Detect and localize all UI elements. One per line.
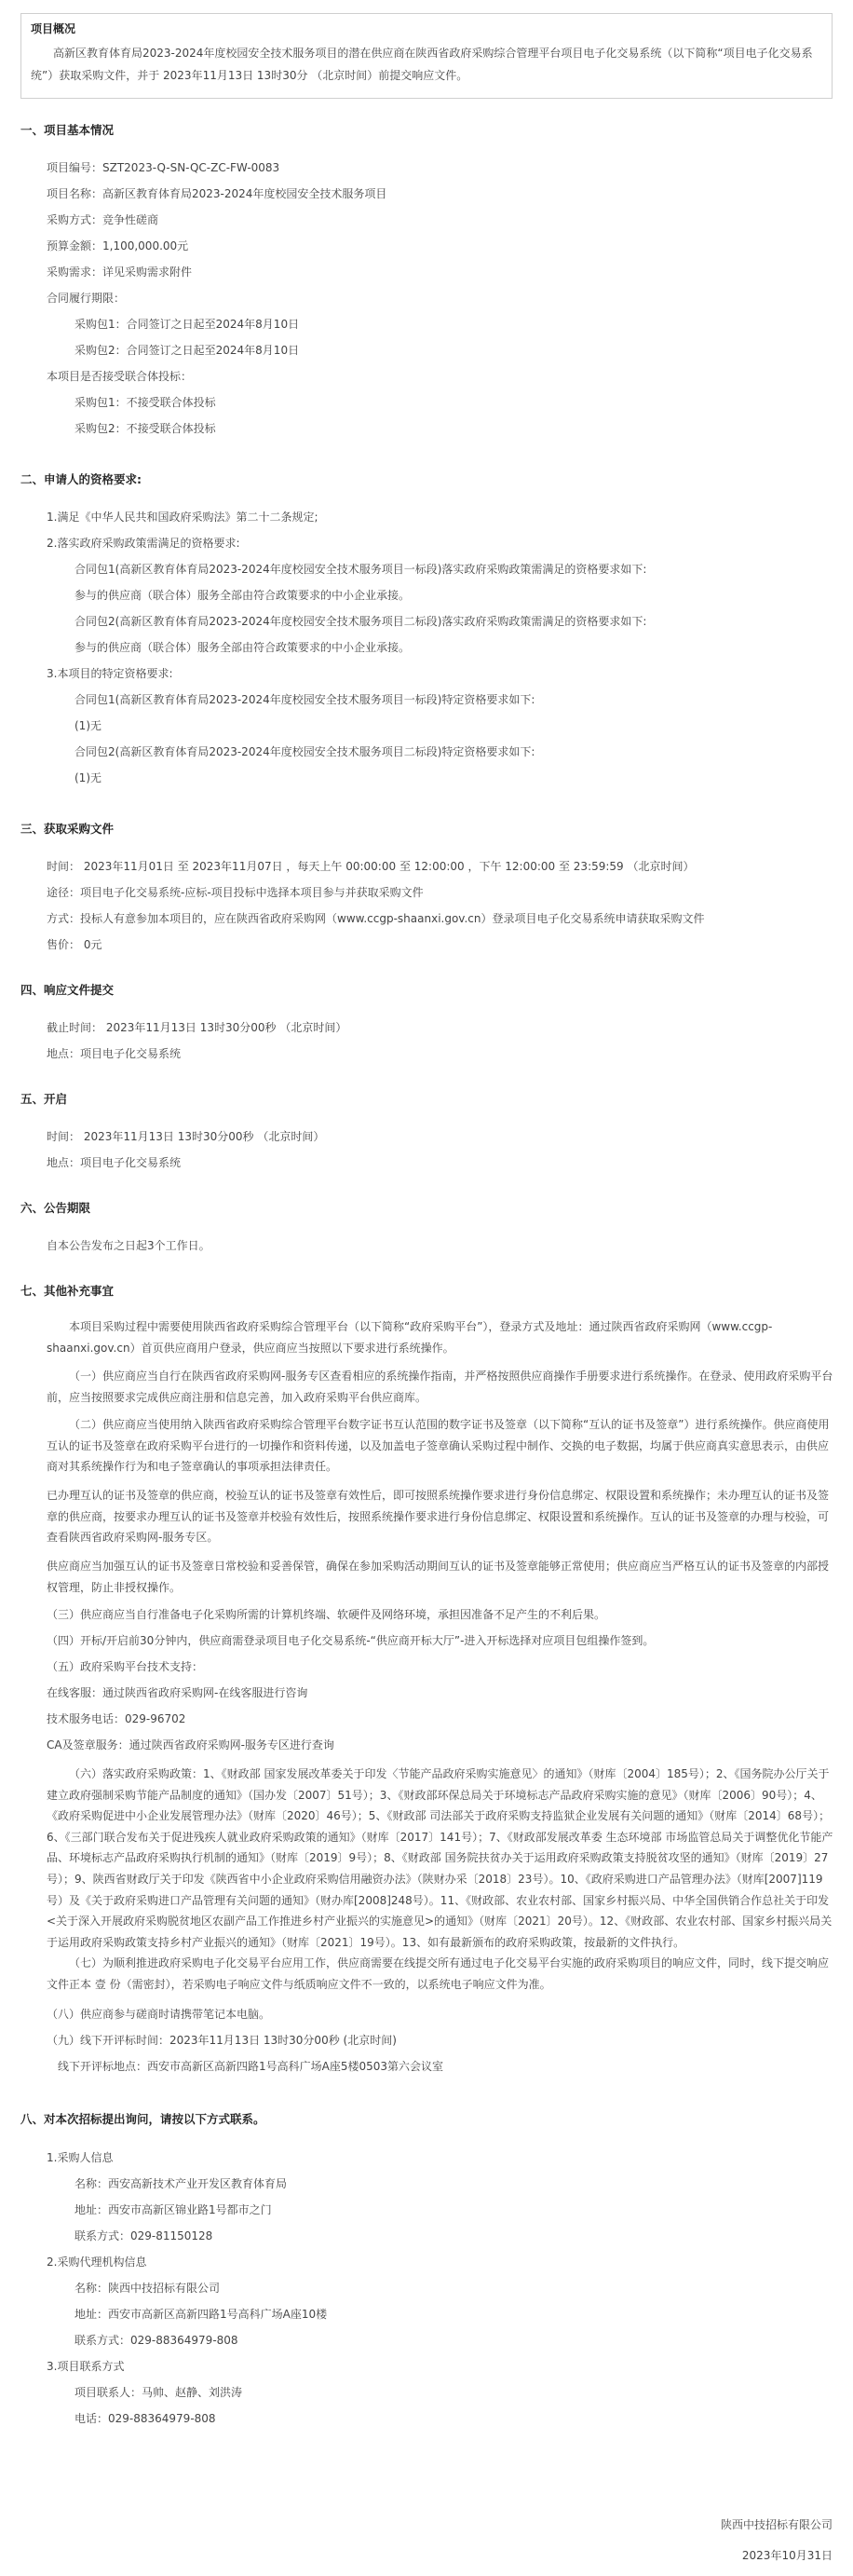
document-method: 方式：投标人有意参加本项目的，应在陕西省政府采购网（www.ccgp-shaanxi.gov.cn）登录项目电子化交易系统申请获取采购文件 bbox=[47, 912, 705, 925]
requirement-3: 3.本项目的特定资格要求: bbox=[47, 667, 173, 680]
tech-support-phone: 技术服务电话：029-96702 bbox=[47, 1712, 186, 1725]
requirement-2: 2.落实政府采购政策需满足的资格要求: bbox=[47, 537, 240, 550]
requirement-1: 1.满足《中华人民共和国政府采购法》第二十二条规定; bbox=[47, 511, 318, 524]
notice-period: 自本公告发布之日起3个工作日。 bbox=[47, 1239, 210, 1252]
package-2-consortium: 采购包2：不接受联合体投标 bbox=[74, 422, 216, 435]
document-time: 时间： 2023年11月01日 至 2023年11月07日 ，每天上午 00:00:00 至 12:00:00 ，下午 12:00:00 至 23:59:59 （北京时间） bbox=[47, 860, 695, 873]
section-4-title: 四、响应文件提交 bbox=[20, 983, 115, 997]
consortium-title: 本项目是否接受联合体投标： bbox=[47, 370, 193, 383]
signature-org: 陕西中技招标有限公司 bbox=[720, 2518, 833, 2531]
supplement-item-9: （九）线下开评标时间：2023年11月13日 13时30分00秒 (北京时间) bbox=[47, 2034, 397, 2047]
requirement-3-package-1: 合同包1(高新区教育体育局2023-2024年度校园安全技术服务项目一标段)特定资格要求如下: bbox=[74, 693, 535, 706]
purchaser-address: 地址：西安市高新区锦业路1号都市之门 bbox=[74, 2203, 272, 2216]
section-6-title: 六、公告期限 bbox=[20, 1201, 91, 1215]
purchaser-name: 名称：西安高新技术产业开发区教育体育局 bbox=[74, 2177, 288, 2190]
section-8-title: 八、对本次招标提出询问，请按以下方式联系。 bbox=[20, 2112, 265, 2126]
package-1-contract: 采购包1：合同签订之日起至2024年8月10日 bbox=[74, 318, 300, 331]
package-2-contract: 采购包2：合同签订之日起至2024年8月10日 bbox=[74, 344, 300, 357]
supplement-cert-management: 供应商应当加强互认的证书及签章日常校验和妥善保管，确保在参加采购活动期间互认的证书及签章能够正常使用；供应商应当严格互认的证书及签章的内部授权管理，防止非授权操作。 bbox=[47, 1560, 830, 1594]
package-1-consortium: 采购包1：不接受联合体投标 bbox=[74, 396, 216, 409]
purchaser-phone: 联系方式：029-81150128 bbox=[74, 2229, 213, 2242]
online-service: 在线客服：通过陕西省政府采购网-在线客服进行咨询 bbox=[47, 1686, 308, 1699]
agency-phone: 联系方式：029-88364979-808 bbox=[74, 2334, 238, 2347]
supplement-item-7: （七）为顺利推进政府采购电子化交易平台应用工作，供应商需要在线提交所有通过电子化交易平台实施的政府采购项目的响应文件，同时，线下提交响应文件正本 壹 份（需密封），若采购电子响应文件与纸质响应文件不一致的，以系统电子响应文件为准。 bbox=[47, 1956, 830, 1991]
requirement-3-package-2: 合同包2(高新区教育体育局2023-2024年度校园安全技术服务项目二标段)特定资格要求如下: bbox=[74, 745, 535, 758]
offline-opening-place: 线下开评标地点：西安市高新区高新四路1号高科广场A座5楼0503第六会议室 bbox=[58, 2060, 444, 2073]
document-way: 途径：项目电子化交易系统-应标-项目投标中选择本项目参与并获取采购文件 bbox=[47, 886, 424, 899]
section-3-title: 三、获取采购文件 bbox=[20, 822, 115, 836]
project-overview-box bbox=[20, 13, 833, 99]
supplement-item-1: （一）供应商应当自行在陕西省政府采购网-服务专区查看相应的系统操作指南，并严格按照供应商操作手册要求进行系统操作。在登录、使用政府采购平台前，应当按照要求完成供应商注册和信息完善，加入政府采购平台供应商库。 bbox=[47, 1370, 833, 1404]
procurement-demand: 采购需求：详见采购需求附件 bbox=[47, 266, 193, 279]
document-price: 售价： 0元 bbox=[47, 938, 102, 951]
opening-time: 时间： 2023年11月13日 13时30分00秒 （北京时间） bbox=[47, 1130, 325, 1143]
submission-deadline: 截止时间： 2023年11月13日 13时30分00秒 （北京时间） bbox=[47, 1021, 347, 1034]
requirement-3-package-1-detail: (1)无 bbox=[74, 719, 102, 732]
supplement-cert-handling: 已办理互认的证书及签章的供应商，校验互认的证书及签章有效性后，即可按照系统操作要求进行身份信息绑定、权限设置和系统操作；未办理互认的证书及签章的供应商，按要求办理互认的证书及签章并校验有效性后，按照系统操作要求进行身份信息绑定、权限设置和系统操作。互认的证书及签章的办理与校验，可查看陕西省政府采购网-服务专区。 bbox=[47, 1489, 830, 1545]
overview-title: 项目概况 bbox=[31, 22, 76, 35]
overview-text: 高新区教育体育局2023-2024年度校园安全技术服务项目的潜在供应商在陕西省政府采购综合管理平台项目电子化交易系统（以下简称“项目电子化交易系统”）获取采购文件，并于 2023年11月13日 13时30分 （北京时间）前提交响应文件。 bbox=[31, 47, 813, 82]
supplement-item-4: （四）开标/开启前30分钟内，供应商需登录项目电子化交易系统-“供应商开标大厅”-进入开标选择对应项目包组操作签到。 bbox=[47, 1634, 655, 1647]
section-7-title: 七、其他补充事宜 bbox=[20, 1284, 115, 1298]
supplement-intro: 本项目采购过程中需要使用陕西省政府采购综合管理平台（以下简称“政府采购平台”），登录方式及地址：通过陕西省政府采购网（www.ccgp-shaanxi.gov.cn）首页供应商用户登录，供应商应当按照以下要求进行系统操作。 bbox=[47, 1320, 773, 1355]
project-name: 项目名称：高新区教育体育局2023-2024年度校园安全技术服务项目 bbox=[47, 187, 387, 200]
section-2-title: 二、申请人的资格要求: bbox=[20, 472, 142, 486]
agency-name: 名称：陕西中技招标有限公司 bbox=[74, 2282, 221, 2295]
supplement-item-3: （三）供应商应当自行准备电子化采购所需的计算机终端、软硬件及网络环境，承担因准备不足产生的不利后果。 bbox=[47, 1608, 606, 1621]
contract-period-title: 合同履行期限： bbox=[47, 292, 126, 305]
requirement-2-package-2-detail: 参与的供应商（联合体）服务全部由符合政策要求的中小企业承接。 bbox=[74, 641, 411, 654]
supplement-item-5: （五）政府采购平台技术支持： bbox=[47, 1660, 204, 1673]
requirement-2-package-1: 合同包1(高新区教育体育局2023-2024年度校园安全技术服务项目一标段)落实政府采购政策需满足的资格要求如下: bbox=[74, 563, 647, 576]
agency-info-title: 2.采购代理机构信息 bbox=[47, 2256, 147, 2269]
requirement-2-package-1-detail: 参与的供应商（联合体）服务全部由符合政策要求的中小企业承接。 bbox=[74, 589, 411, 602]
submission-place: 地点：项目电子化交易系统 bbox=[47, 1047, 182, 1060]
requirement-3-package-2-detail: (1)无 bbox=[74, 771, 102, 784]
agency-address: 地址：西安市高新区高新四路1号高科广场A座10楼 bbox=[74, 2308, 328, 2321]
requirement-2-package-2: 合同包2(高新区教育体育局2023-2024年度校园安全技术服务项目二标段)落实政府采购政策需满足的资格要求如下: bbox=[74, 615, 647, 628]
purchaser-info-title: 1.采购人信息 bbox=[47, 2151, 114, 2164]
project-contact-title: 3.项目联系方式 bbox=[47, 2360, 125, 2373]
supplement-item-8: （八）供应商参与磋商时请携带笔记本电脑。 bbox=[47, 2008, 271, 2021]
procurement-method: 采购方式：竞争性磋商 bbox=[47, 213, 159, 226]
section-5-title: 五、开启 bbox=[20, 1092, 68, 1106]
ca-service: CA及签章服务：通过陕西省政府采购网-服务专区进行查询 bbox=[47, 1738, 334, 1751]
project-contact-person: 项目联系人：马帅、赵静、刘洪涛 bbox=[74, 2386, 243, 2399]
supplement-item-2: （二）供应商应当使用纳入陕西省政府采购综合管理平台数字证书互认范围的数字证书及签章（以下简称“互认的证书及签章”）进行系统操作。供应商使用互认的证书及签章在政府采购平台进行的一切操作和资料传递，以及加盖电子签章确认采购过程中制作、交换的电子数据，均属于供应商真实意思表示，由供应商对其系统操作行为和电子签章确认的事项承担法律责任。 bbox=[47, 1418, 830, 1474]
project-number: 项目编号：SZT2023-Q-SN-QC-ZC-FW-0083 bbox=[47, 161, 280, 174]
signature-date: 2023年10月31日 bbox=[741, 2549, 833, 2562]
budget-amount: 预算金额：1,100,000.00元 bbox=[47, 239, 189, 252]
project-contact-phone: 电话：029-88364979-808 bbox=[74, 2412, 216, 2425]
supplement-item-6-policies: （六）落实政府采购政策：1、《财政部 国家发展改革委关于印发〈节能产品政府采购实施意见〉的通知》（财库〔2004〕185号）；2、《国务院办公厅关于建立政府强制采购节能产品制度的通知》（国办发〔2007〕51号）；3、《财政部环保总局关于环境标志产品政府采购实施的意见》（财库〔2006〕90号）；4、《政府采购促进中小企业发展管理办法》（财库〔2020〕46号）；5、《财政部 司法部关于政府采购支持监狱企业发展有关问题的通知》（财库〔2014〕68号）；6、《三部门联合发布关于促进残疾人就业政府采购政策的通知》（财库〔2017〕141号）；7、《财政部发展改革委 生态环境部 市场监管总局关于调整优化节能产品、环境标志产品政府采购执行机制的通知》（财库〔2019〕9号）；8、《财政部 国务院扶贫办关于运用政府采购政策支持脱贫攻坚的通知》（财库〔2019〕27号）；9、陕西省财政厅关于印发《陕西省中小企业政府采购信用融资办法》（陕财办采〔2018〕23号）。10、《政府采购进口产品管理办法》（财库[2007]119号）及《关于政府采购进口产品管理有关问题的通知》（财办库[2008]248号）。11、《财政部、农业农村部、国家乡村振兴局、中华全国供销合作总社关于印发<关于深入开展政府采购脱贫地区农副产品工作推进乡村产业振兴的实施意见>的通知》（财库〔2021〕20号）。12、《财政部、农业农村部、国家乡村振兴局关于运用政府采购政策支持乡村产业振兴的通知》（财库〔2021〕19号）。13、如有最新颁布的政府采购政策，按最新的文件执行。 bbox=[47, 1767, 833, 1949]
opening-place: 地点：项目电子化交易系统 bbox=[47, 1156, 182, 1169]
section-1-title: 一、项目基本情况 bbox=[20, 123, 115, 137]
